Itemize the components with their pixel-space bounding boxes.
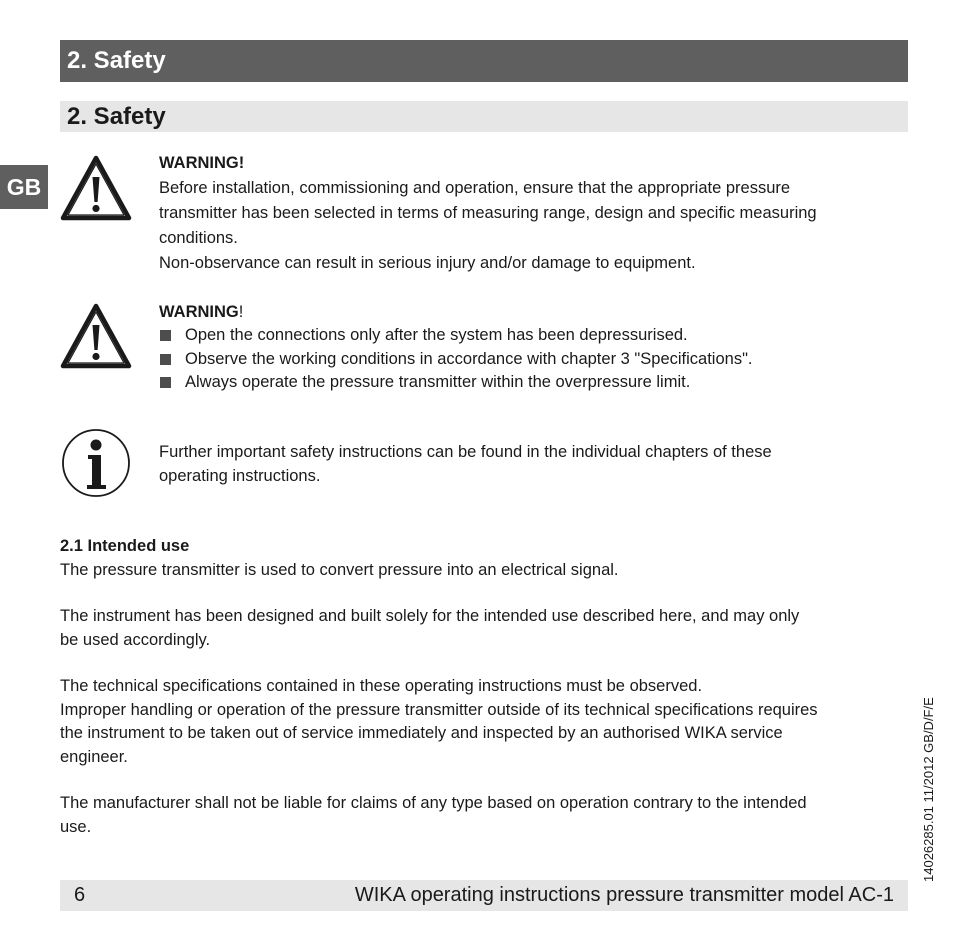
subsection-heading: 2.1 Intended use [60,537,190,555]
list-item [159,371,907,395]
paragraph-line: The manufacturer shall not be liable for claims of any type based on operation contrary to the intended [60,794,807,812]
list-item-text: Always operate the pressure transmitter within the overpressure limit. [185,373,691,391]
paragraph-line: engineer. [60,747,128,766]
list-item [159,348,907,372]
bullet-square-icon [160,354,171,365]
warning-text-line: Non-observance can result in serious injury and/or damage to equipment. [159,254,696,272]
intended-use-paragraph [60,675,910,769]
document-number: 14026285.01 11/2012 GB/D/F/E [921,697,936,882]
bullet-square-icon [160,377,171,388]
section-header-dark [60,40,908,82]
paragraph-line: use. [60,817,92,836]
warning-text-line: conditions. [159,229,238,247]
bullet-square-icon [160,330,171,341]
warning-heading-bold: WARNING [159,303,239,321]
warning-heading-rest: ! [238,303,244,321]
warning-block-1 [159,151,907,276]
warning-text-line: transmitter has been selected in terms of measuring range, design and specific measuring [159,204,817,222]
intended-use-paragraph [60,605,910,652]
section-title: 2. Safety [67,47,166,74]
info-text-line: Further important safety instructions can be found in the individual chapters of these [159,443,772,461]
paragraph-line: The pressure transmitter is used to convert pressure into an electrical signal. [60,560,619,579]
section-header-light [60,101,908,132]
warning-list [159,324,907,395]
footer-title: WIKA operating instructions pressure transmitter model AC-1 [354,884,894,906]
warning-triangle-icon [60,303,132,369]
warning-block-2 [159,300,907,395]
info-block [159,441,907,488]
intended-use-section [60,535,910,582]
paragraph-line: the instrument to be taken out of service immediately and inspected by an authorised WIKA service [60,724,783,742]
info-icon [61,428,131,498]
page-number: 6 [74,884,86,906]
section-subtitle: 2. Safety [67,103,166,130]
paragraph-line: The instrument has been designed and built solely for the intended use described here, and may only [60,607,800,625]
language-tab [0,165,48,209]
warning-triangle-icon [60,155,132,221]
paragraph-line: Improper handling or operation of the pressure transmitter outside of its technical specifications requires [60,700,818,719]
paragraph-line: be used accordingly. [60,630,211,649]
language-tab-label: GB [6,174,42,200]
warning-text-line: Before installation, commissioning and operation, ensure that the appropriate pressure [159,179,791,197]
page-footer [60,880,908,911]
list-item [159,324,907,348]
warning-heading: WARNING! [159,154,245,172]
warning-heading [159,300,907,324]
intended-use-paragraph [60,792,910,839]
paragraph-line: The technical specifications contained in these operating instructions must be observed. [60,677,703,695]
info-text-line: operating instructions. [159,466,321,485]
list-item-text: Observe the working conditions in accordance with chapter 3 "Specifications". [185,349,753,368]
list-item-text: Open the connections only after the system has been depressurised. [185,326,688,344]
